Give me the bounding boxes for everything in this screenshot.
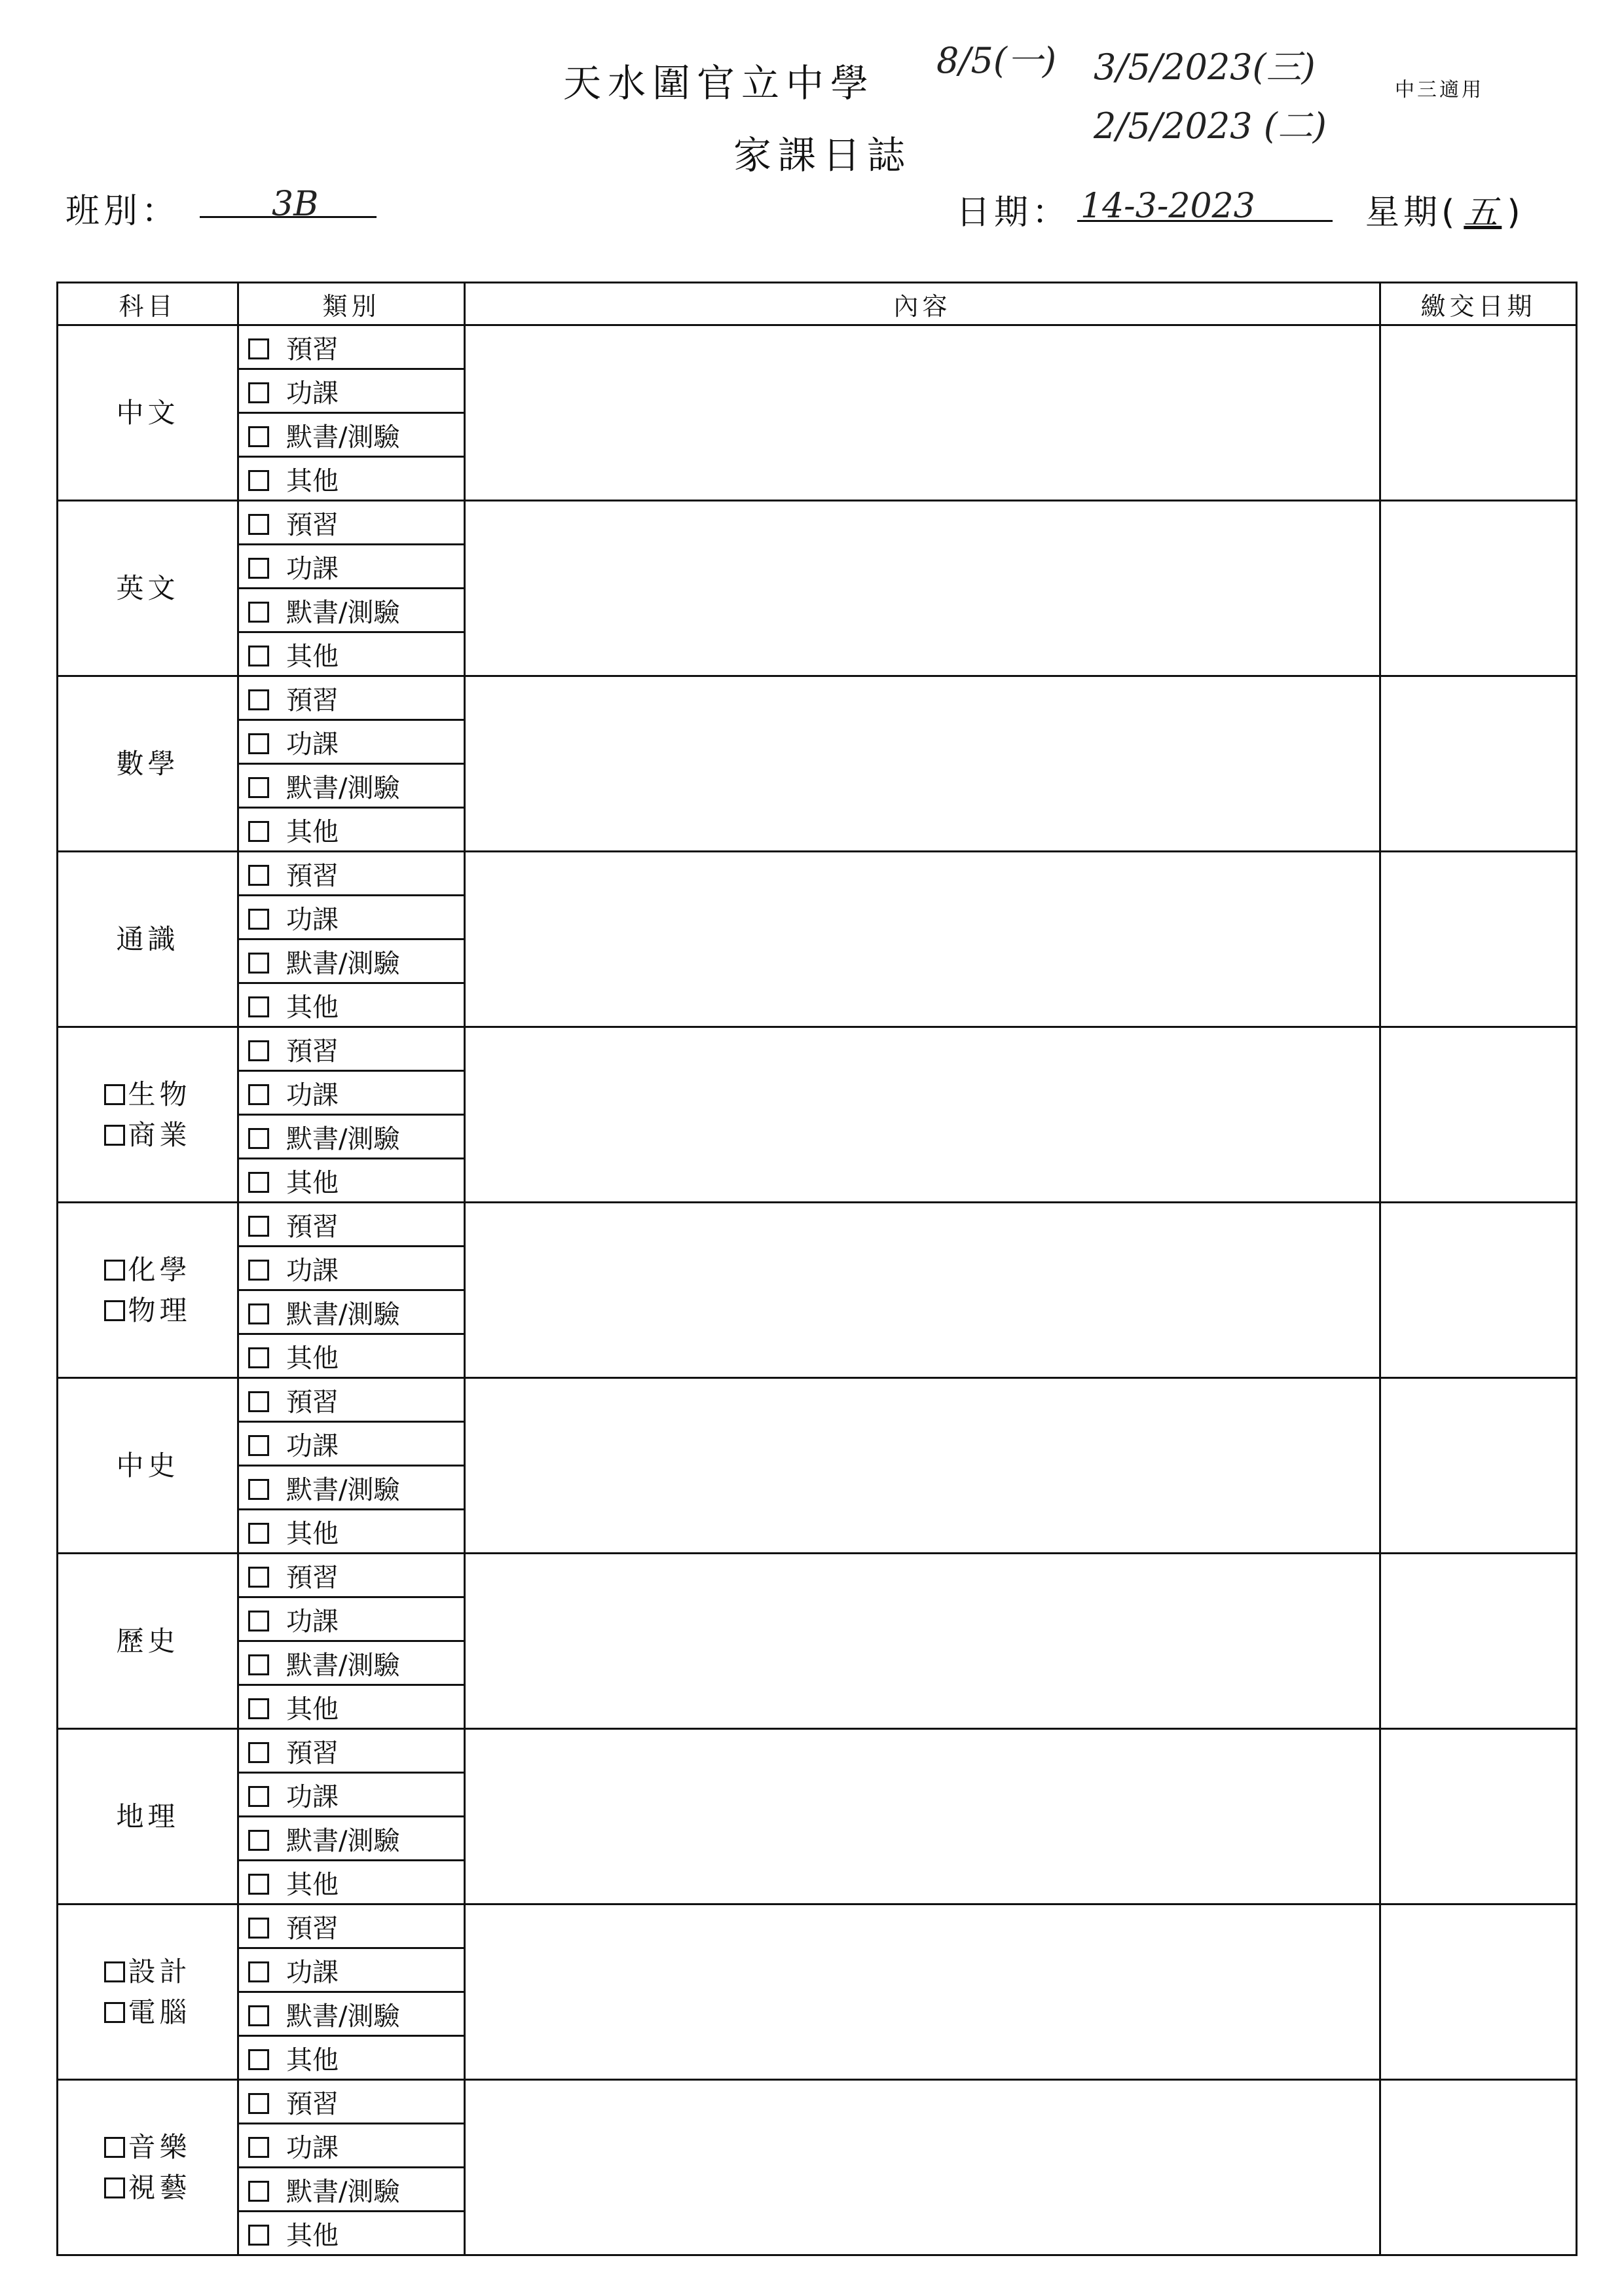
category-checkbox[interactable] [248,1567,269,1588]
category-cell [238,2080,465,2124]
category-cell [238,1948,465,1992]
subject-label: 設計 [128,1955,191,1988]
category-label: 功課 [286,904,339,935]
subject-name [58,1290,237,1331]
subject-checkbox[interactable] [104,1961,125,1982]
subject-checkbox[interactable] [104,2178,125,2198]
category-checkbox[interactable] [248,2005,269,2026]
category-cell [238,632,465,676]
category-checkbox[interactable] [248,909,269,930]
table-row [58,325,1577,369]
category-label: 其他 [286,465,339,496]
content-cell[interactable] [465,325,1380,501]
subject-label: 化學 [128,1253,191,1286]
subject-checkbox[interactable] [104,1300,125,1321]
category-label: 預習 [286,1738,339,1768]
category-checkbox[interactable] [248,1084,269,1105]
handwritten-note-2: 3/5/2023(三) [1094,46,1316,88]
category-checkbox[interactable] [248,1216,269,1237]
category-checkbox[interactable] [248,1654,269,1675]
category-label: 功課 [286,1606,339,1637]
subject-checkbox[interactable] [104,2137,125,2158]
category-checkbox[interactable] [248,1523,269,1544]
category-cell [238,764,465,808]
category-cell [238,1992,465,2036]
weekday-field [1365,185,1524,234]
category-label: 默書/測驗 [286,2001,400,2032]
subject-name [58,1446,237,1486]
category-cell [238,1466,465,1510]
category-label: 預習 [286,2088,339,2119]
table-row [58,501,1577,545]
subject-checkbox[interactable] [104,1260,125,1281]
category-label: 預習 [286,860,339,891]
category-label: 功課 [286,1957,339,1988]
category-cell [238,413,465,457]
date-value[interactable]: 14-3-2023 [1080,187,1255,226]
category-checkbox[interactable] [248,602,269,623]
category-label: 默書/測驗 [286,1299,400,1330]
subject-cell [58,1729,238,1904]
category-label: 功課 [286,553,339,584]
category-label: 默書/測驗 [286,1650,400,1681]
table-body [58,325,1577,2255]
category-cell [238,501,465,545]
category-cell [238,1554,465,1597]
category-checkbox[interactable] [248,1479,269,1500]
category-cell [238,545,465,589]
subject-cell [58,1904,238,2080]
subject-cell [58,676,238,852]
category-cell [238,2124,465,2168]
category-label: 其他 [286,992,339,1023]
subject-name [58,1115,237,1156]
class-label: 班別： [65,192,180,231]
handwritten-note-1: 8/5(一) [936,40,1057,81]
category-cell [238,1817,465,1861]
category-checkbox[interactable] [248,2093,269,2114]
category-cell [238,589,465,632]
header-content: 內容 [465,283,1380,325]
category-cell [238,1071,465,1115]
content-cell[interactable] [465,676,1380,852]
category-label: 其他 [286,1518,339,1549]
due-date-cell[interactable] [1380,1378,1577,1554]
category-cell [238,1115,465,1159]
category-label: 功課 [286,1080,339,1110]
table-row [58,1203,1577,1247]
content-cell[interactable] [465,1027,1380,1203]
category-label: 功課 [286,1781,339,1812]
subject-label: 音樂 [128,2130,191,2163]
subject-label: 中史 [116,1449,179,1482]
category-label: 預習 [286,509,339,540]
due-date-cell[interactable] [1380,1554,1577,1729]
subject-label: 英文 [116,572,179,604]
category-checkbox[interactable] [248,733,269,754]
category-cell [238,1159,465,1203]
due-date-cell[interactable] [1380,1904,1577,2080]
category-cell [238,1027,465,1071]
category-checkbox[interactable] [248,514,269,535]
category-cell [238,1247,465,1290]
category-checkbox[interactable] [248,821,269,842]
category-checkbox[interactable] [248,1742,269,1763]
subject-checkbox[interactable] [104,1084,125,1105]
school-name: 天水圍官立中學 [563,61,876,105]
category-cell [238,1203,465,1247]
category-label: 預習 [286,685,339,716]
content-cell[interactable] [465,1904,1380,2080]
category-cell [238,1597,465,1641]
category-checkbox[interactable] [248,689,269,710]
category-label: 預習 [286,334,339,365]
category-label: 默書/測驗 [286,2176,400,2207]
handwritten-note-3: 2/5/2023 (二) [1094,105,1327,147]
category-label: 功課 [286,2132,339,2163]
category-label: 其他 [286,2045,339,2075]
table-row [58,1027,1577,1071]
category-checkbox[interactable] [248,996,269,1017]
header-due-date: 繳交日期 [1380,283,1577,325]
category-checkbox[interactable] [248,953,269,974]
category-label: 其他 [286,1694,339,1724]
subject-name [58,393,237,433]
category-checkbox[interactable] [248,1874,269,1895]
category-checkbox[interactable] [248,338,269,359]
subject-name [58,1952,237,1992]
category-cell [238,1422,465,1466]
category-label: 默書/測驗 [286,948,400,979]
weekday-label: 星期( [1365,193,1459,232]
table-row [58,1378,1577,1422]
subject-cell [58,1203,238,1378]
category-checkbox[interactable] [248,1303,269,1324]
table-row [58,852,1577,896]
grade-note: 中三適用 [1395,79,1484,101]
content-cell[interactable] [465,852,1380,1027]
category-cell [238,1378,465,1422]
category-cell [238,676,465,720]
category-cell [238,1685,465,1729]
category-label: 預習 [286,1913,339,1944]
category-checkbox[interactable] [248,865,269,886]
subject-label: 商業 [128,1118,191,1151]
category-cell [238,720,465,764]
subject-name [58,1250,237,1290]
subject-label: 數學 [116,747,179,780]
category-cell [238,1641,465,1685]
subject-cell [58,1378,238,1554]
category-checkbox[interactable] [248,382,269,403]
category-checkbox[interactable] [248,1172,269,1193]
subject-name [58,2168,237,2208]
subject-label: 通識 [116,922,179,955]
category-checkbox[interactable] [248,558,269,579]
category-label: 默書/測驗 [286,597,400,628]
category-checkbox[interactable] [248,2181,269,2202]
category-label: 其他 [286,2220,339,2251]
category-label: 預習 [286,1562,339,1593]
category-label: 預習 [286,1036,339,1066]
subject-cell [58,852,238,1027]
category-checkbox[interactable] [248,1961,269,1982]
category-cell [238,1861,465,1904]
subject-label: 電腦 [128,1995,191,2028]
category-checkbox[interactable] [248,1830,269,1851]
subject-name [58,919,237,960]
category-label: 默書/測驗 [286,773,400,803]
subject-label: 歷史 [116,1624,179,1657]
category-cell [238,939,465,983]
category-checkbox[interactable] [248,1040,269,1061]
category-checkbox[interactable] [248,1435,269,1456]
table-row [58,1729,1577,1773]
category-checkbox[interactable] [248,1128,269,1149]
due-date-cell[interactable] [1380,1729,1577,1904]
class-value[interactable]: 3B [272,185,319,224]
due-date-cell[interactable] [1380,852,1577,1027]
date-label: 日期： [956,193,1071,232]
category-cell [238,1510,465,1554]
category-label: 其他 [286,1869,339,1900]
content-cell[interactable] [465,1378,1380,1554]
due-date-cell[interactable] [1380,1027,1577,1203]
category-cell [238,1729,465,1773]
subject-name [58,1621,237,1662]
content-cell[interactable] [465,1203,1380,1378]
category-checkbox[interactable] [248,1347,269,1368]
subject-cell [58,1554,238,1729]
subject-name [58,568,237,609]
due-date-cell[interactable] [1380,1203,1577,1378]
weekday-value[interactable]: 五 [1464,193,1502,232]
due-date-cell[interactable] [1380,2080,1577,2255]
category-checkbox[interactable] [248,1611,269,1631]
category-cell [238,1290,465,1334]
category-cell [238,808,465,852]
subject-cell [58,325,238,501]
due-date-cell[interactable] [1380,501,1577,676]
subject-cell [58,1027,238,1203]
subject-name [58,1796,237,1837]
header-subject: 科目 [58,283,238,325]
due-date-cell[interactable] [1380,676,1577,852]
subject-cell [58,2080,238,2255]
table-row [58,2080,1577,2124]
category-label: 其他 [286,641,339,672]
subject-label: 物理 [128,1294,191,1326]
category-checkbox[interactable] [248,1786,269,1807]
subject-checkbox[interactable] [104,1125,125,1146]
content-cell[interactable] [465,1729,1380,1904]
table-header-row [58,283,1577,325]
weekday-close: ) [1507,193,1524,232]
category-checkbox[interactable] [248,1698,269,1719]
subject-name [58,2127,237,2168]
category-cell [238,457,465,501]
category-label: 其他 [286,1343,339,1374]
category-checkbox[interactable] [248,777,269,798]
category-cell [238,1773,465,1817]
content-cell[interactable] [465,501,1380,676]
category-checkbox[interactable] [248,2049,269,2070]
category-cell [238,2168,465,2212]
category-checkbox[interactable] [248,646,269,666]
category-label: 默書/測驗 [286,1474,400,1505]
category-label: 預習 [286,1211,339,1242]
header-category: 類別 [238,283,465,325]
category-checkbox[interactable] [248,1918,269,1939]
category-cell [238,2212,465,2255]
subject-name [58,1074,237,1115]
category-cell [238,2036,465,2080]
content-cell[interactable] [465,1554,1380,1729]
table-row [58,1554,1577,1597]
category-cell [238,325,465,369]
category-label: 默書/測驗 [286,1825,400,1856]
category-label: 默書/測驗 [286,1123,400,1154]
category-label: 功課 [286,729,339,759]
form-title: 家課日誌 [733,133,912,177]
category-label: 功課 [286,378,339,409]
category-cell [238,896,465,939]
category-checkbox[interactable] [248,2137,269,2158]
category-checkbox[interactable] [248,1391,269,1412]
subject-label: 中文 [116,396,179,429]
subject-name [58,744,237,784]
subject-checkbox[interactable] [104,2002,125,2023]
table-row [58,1904,1577,1948]
category-label: 功課 [286,1430,339,1461]
category-label: 其他 [286,816,339,847]
subject-label: 地理 [116,1800,179,1832]
category-label: 其他 [286,1167,339,1198]
subject-cell [58,501,238,676]
category-cell [238,852,465,896]
table-row [58,676,1577,720]
category-label: 功課 [286,1255,339,1286]
category-label: 默書/測驗 [286,422,400,452]
category-checkbox[interactable] [248,1260,269,1281]
subject-label: 生物 [128,1078,191,1110]
subject-name [58,1992,237,2033]
subject-label: 視藝 [128,2171,191,2204]
category-checkbox[interactable] [248,470,269,491]
category-cell [238,369,465,413]
content-cell[interactable] [465,2080,1380,2255]
category-checkbox[interactable] [248,426,269,447]
category-cell [238,983,465,1027]
homework-table [56,282,1578,2256]
due-date-cell[interactable] [1380,325,1577,501]
category-cell [238,1904,465,1948]
category-cell [238,1334,465,1378]
category-label: 預習 [286,1387,339,1417]
category-checkbox[interactable] [248,2225,269,2246]
